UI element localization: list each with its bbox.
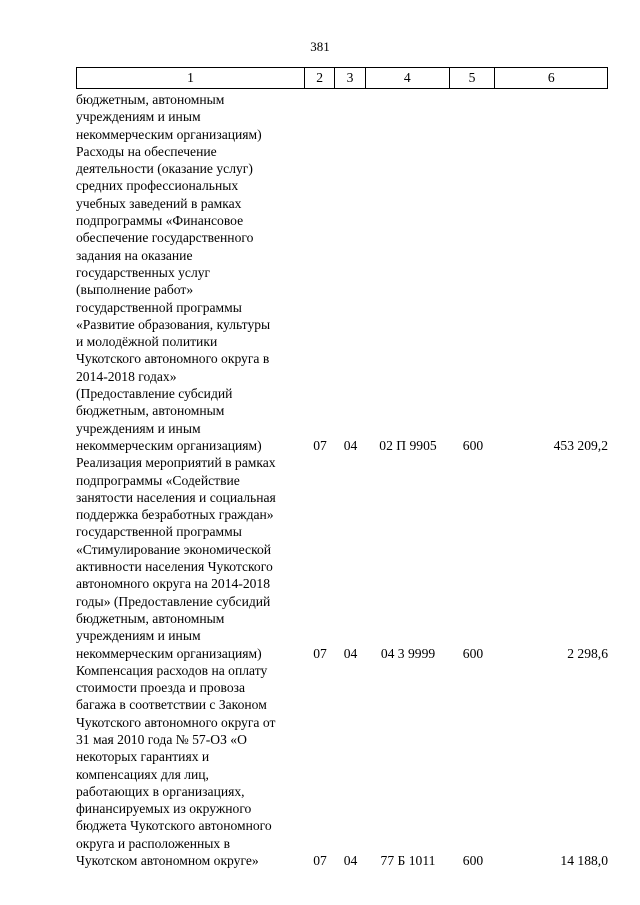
table-header-row — [76, 67, 608, 89]
row-amount: 453 209,2 — [553, 437, 608, 453]
row-expense-type-code: 600 — [462, 853, 484, 869]
table-body — [76, 91, 608, 869]
row-subsection-code: 04 — [343, 853, 358, 869]
row-description: Компенсация расходов на оплату стоимости проезда и провоза багажа в соответствии с Законом Чукотского автономного округа от 31 мая 2010 года № 57-ОЗ «О некоторых гарантиях и компенсациях для лиц, работающих в организациях, финансируемых из окружного бюджета Чукотского автономного округа и расположенных в Чукотском автономном округе» — [76, 662, 276, 869]
row-target-code: 04 3 9999 — [380, 645, 436, 661]
table-row — [76, 91, 608, 143]
row-description: Реализация мероприятий в рамках подпрограммы «Содействие занятости населения и социальная поддержка безработных граждан» государственной программы «Стимулирование экономической активности населения Чукотского автономного округа на 2014-2018 годы» (Предоставление субсидий бюджетным, автономным учреждениям и иным некоммерческим организациям) — [76, 455, 276, 661]
header-cell-5: 5 — [450, 68, 496, 88]
header-cell-1: 1 — [77, 68, 305, 88]
row-description: бюджетным, автономным учреждениям и иным некоммерческим организациям) — [76, 92, 262, 142]
row-section-code: 07 — [313, 853, 327, 869]
page-number: 381 — [310, 39, 330, 54]
row-amount: 14 188,0 — [560, 853, 608, 869]
header-cell-4: 4 — [366, 68, 450, 88]
header-cell-6: 6 — [547, 70, 555, 85]
row-target-code: 77 Б 1011 — [380, 853, 436, 869]
table-row — [76, 454, 608, 662]
table-row — [76, 662, 608, 870]
row-target-code: 02 П 9905 — [379, 437, 437, 453]
table-row — [76, 143, 608, 454]
row-amount: 2 298,6 — [567, 645, 608, 661]
header-cell-2: 2 — [305, 68, 335, 88]
row-subsection-code: 04 — [343, 437, 358, 453]
row-expense-type-code: 600 — [462, 645, 484, 661]
row-section-code: 07 — [313, 437, 327, 453]
row-subsection-code: 04 — [343, 645, 358, 661]
row-description: Расходы на обеспечение деятельности (оказание услуг) средних профессиональных учебных заведений в рамках подпрограммы «Финансовое обеспечение государственного задания на оказание государственных услуг (выполнение работ» государственной программы «Развитие образования, культуры и молодёжной политики Чукотского автономного округа в 2014-2018 годах» (Предоставление субсидий бюджетным, автономным учреждениям и иным некоммерческим организациям) — [76, 143, 271, 453]
row-section-code: 07 — [313, 645, 327, 661]
row-expense-type-code: 600 — [462, 437, 484, 453]
header-cell-3: 3 — [335, 68, 366, 88]
